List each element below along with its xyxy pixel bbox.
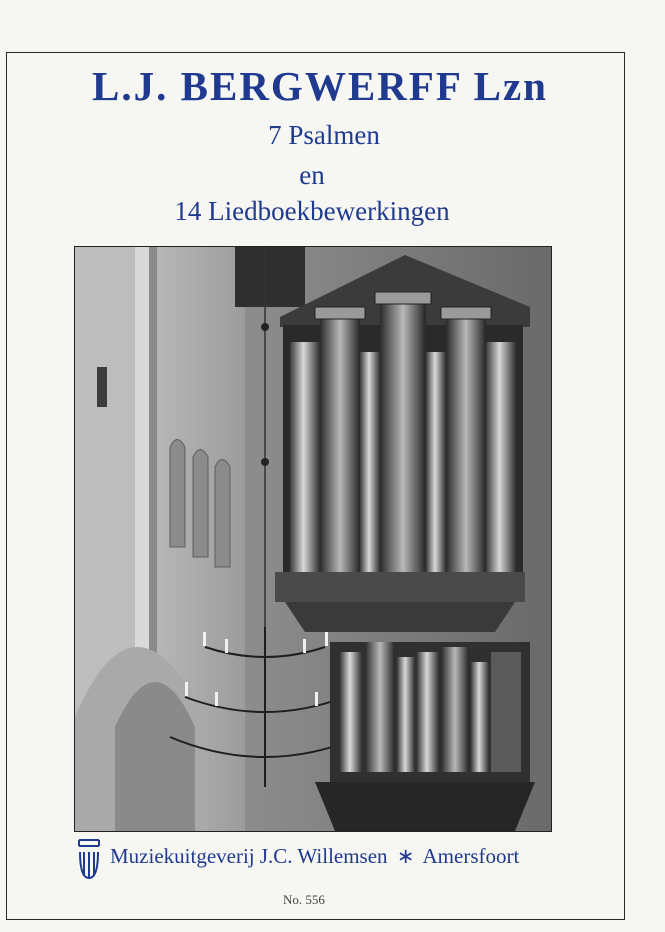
publisher-name: Muziekuitgeverij J.C. Willemsen (110, 844, 388, 868)
publisher-separator: ∗ (396, 844, 415, 868)
catalog-number: No. 556 (283, 892, 325, 907)
publisher-logo-icon (74, 836, 104, 882)
publisher-line (110, 844, 519, 869)
composer-title: L.J. BERGWERFF Lzn (92, 63, 548, 109)
publisher-city: Amersfoort (422, 844, 520, 868)
subtitle-line-3: 14 Liedboekbewerkingen (174, 196, 450, 226)
subtitle-line-1: 7 Psalmen (268, 120, 380, 150)
organ-photograph (74, 246, 552, 832)
publisher-row (74, 836, 574, 886)
subtitle-line-2: en (299, 160, 325, 190)
